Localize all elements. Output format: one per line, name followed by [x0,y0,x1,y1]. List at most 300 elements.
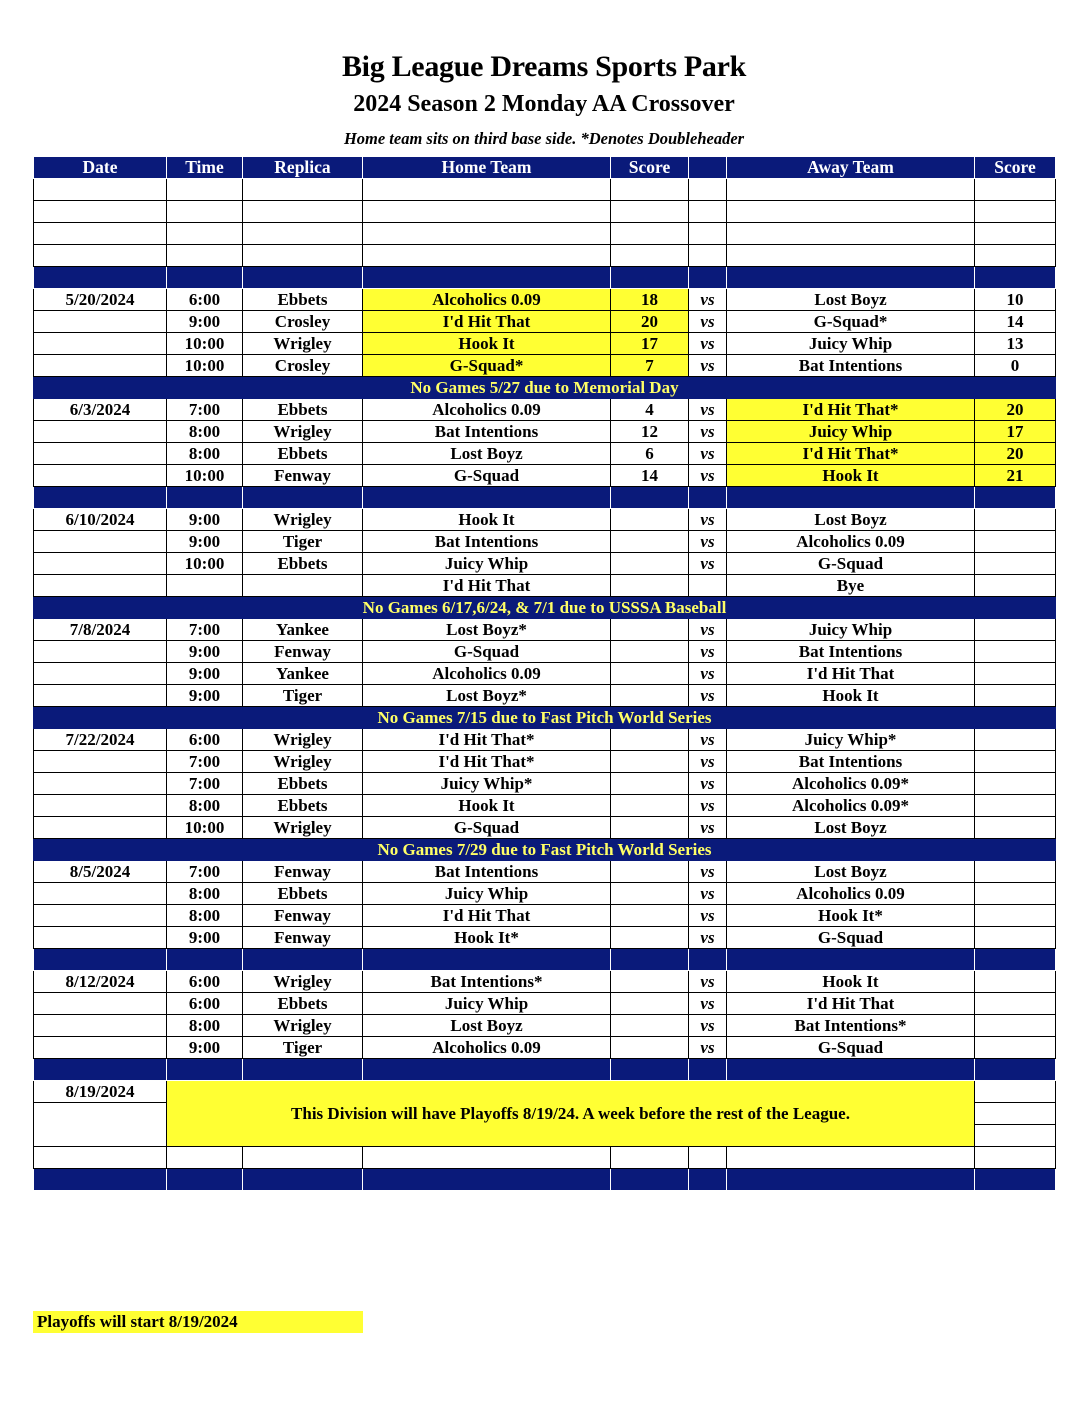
home-team: Lost Boyz [363,443,611,465]
game-date: 6/10/2024 [34,509,167,531]
cell-away-score [975,267,1056,289]
cell-replica [243,179,363,201]
away-score [975,619,1056,641]
game-date [34,1037,167,1059]
game-row [34,817,1056,839]
home-team: G-Squad [363,817,611,839]
away-score: 21 [975,465,1056,487]
game-row [34,861,1056,883]
cell-date [34,1059,167,1081]
game-row [34,641,1056,663]
header-vs [689,157,727,179]
cell-time [167,1169,243,1191]
home-score [611,641,689,663]
home-team: I'd Hit That* [363,751,611,773]
vs-label: vs [689,993,727,1015]
game-replica: Fenway [243,927,363,949]
away-score [975,509,1056,531]
cell-home-score [611,179,689,201]
cell-away-score [975,1169,1056,1191]
home-score: 12 [611,421,689,443]
cell-date [34,223,167,245]
vs-label: vs [689,861,727,883]
cell-vs [689,267,727,289]
game-row [34,685,1056,707]
away-team: Juicy Whip [727,619,975,641]
cell-away-team [727,245,975,267]
cell-date [34,1147,167,1169]
game-replica: Wrigley [243,751,363,773]
no-games-banner-row [34,707,1056,729]
empty-row [34,245,1056,267]
game-date: 7/8/2024 [34,619,167,641]
game-row [34,421,1056,443]
vs-label: vs [689,311,727,333]
home-score [611,905,689,927]
away-score [975,1015,1056,1037]
game-date [34,553,167,575]
game-row [34,729,1056,751]
game-row [34,883,1056,905]
away-score [975,861,1056,883]
game-time: 6:00 [167,289,243,311]
header-time: Time [167,157,243,179]
cell-time [167,223,243,245]
cell-time [167,245,243,267]
home-team: I'd Hit That [363,311,611,333]
vs-label: vs [689,641,727,663]
game-time: 9:00 [167,641,243,663]
vs-label: vs [689,729,727,751]
cell-home-score [611,201,689,223]
home-team: Juicy Whip [363,883,611,905]
away-score: 14 [975,311,1056,333]
game-replica: Tiger [243,685,363,707]
game-date: 6/3/2024 [34,399,167,421]
away-score [975,795,1056,817]
no-games-banner: No Games 6/17,6/24, & 7/1 due to USSSA Baseball [34,597,1056,619]
cell-home-score [611,245,689,267]
cell-time [167,201,243,223]
cell-away-score [975,201,1056,223]
cell-home-team [363,1147,611,1169]
home-team: Bat Intentions* [363,971,611,993]
cell-replica [243,223,363,245]
game-time: 8:00 [167,795,243,817]
home-team: Hook It* [363,927,611,949]
playoffs-date: 8/19/2024 [34,1081,167,1103]
vs-label: vs [689,619,727,641]
home-team: Juicy Whip [363,993,611,1015]
home-team: G-Squad* [363,355,611,377]
home-score [611,575,689,597]
cell-home-team [363,1059,611,1081]
vs-label: vs [689,399,727,421]
away-team: G-Squad [727,927,975,949]
away-team: Hook It [727,971,975,993]
game-row [34,663,1056,685]
no-games-banner-row [34,597,1056,619]
away-score [975,993,1056,1015]
cell-vs [689,179,727,201]
away-team: Lost Boyz [727,509,975,531]
vs-label: vs [689,883,727,905]
home-score [611,971,689,993]
game-replica: Wrigley [243,729,363,751]
away-score [975,751,1056,773]
cell-time [167,1059,243,1081]
game-date [34,773,167,795]
home-team: Lost Boyz* [363,685,611,707]
no-games-banner-row [34,839,1056,861]
cell-away-score [975,245,1056,267]
away-score [975,531,1056,553]
game-row [34,1015,1056,1037]
game-replica: Wrigley [243,971,363,993]
playoffs-row [34,1081,1056,1103]
away-score: 20 [975,399,1056,421]
cell-home-score [611,1059,689,1081]
game-row [34,905,1056,927]
away-team: Hook It [727,685,975,707]
home-team: Alcoholics 0.09 [363,289,611,311]
home-team: Bat Intentions [363,531,611,553]
cell-away-score [975,949,1056,971]
cell-replica [243,267,363,289]
away-team: Juicy Whip* [727,729,975,751]
game-date [34,685,167,707]
vs-label: vs [689,553,727,575]
home-score: 17 [611,333,689,355]
game-time: 10:00 [167,553,243,575]
home-score [611,729,689,751]
home-team: I'd Hit That* [363,729,611,751]
game-row [34,355,1056,377]
header-row [34,157,1056,179]
game-date [34,443,167,465]
cell-home-team [363,949,611,971]
away-team: G-Squad [727,553,975,575]
game-replica: Ebbets [243,399,363,421]
home-score: 4 [611,399,689,421]
away-score: 0 [975,355,1056,377]
game-time: 8:00 [167,443,243,465]
playoffs-footer-note: Playoffs will start 8/19/2024 [33,1311,363,1333]
separator-row [34,487,1056,509]
home-team: Lost Boyz* [363,619,611,641]
separator-row [34,949,1056,971]
away-team: Hook It* [727,905,975,927]
cell-home-score [611,223,689,245]
home-team: Alcoholics 0.09 [363,399,611,421]
game-row [34,993,1056,1015]
game-replica: Yankee [243,663,363,685]
cell-replica [243,1059,363,1081]
cell-home-score [611,267,689,289]
game-replica: Tiger [243,1037,363,1059]
game-row [34,795,1056,817]
away-score [975,729,1056,751]
game-replica: Wrigley [243,817,363,839]
cell-away-score [975,1059,1056,1081]
header-home-score: Score [611,157,689,179]
playoffs-away-score [975,1081,1056,1103]
cell-away-team [727,1147,975,1169]
schedule-body [34,179,1056,1191]
cell-replica [243,201,363,223]
game-time: 9:00 [167,509,243,531]
home-score [611,663,689,685]
no-games-banner-row [34,377,1056,399]
cell-date [34,487,167,509]
playoffs-date [34,1103,167,1125]
game-time: 7:00 [167,619,243,641]
cell-replica [243,245,363,267]
away-team: Bat Intentions* [727,1015,975,1037]
separator-row [34,1059,1056,1081]
cell-vs [689,1059,727,1081]
cell-away-score [975,223,1056,245]
game-row [34,531,1056,553]
away-score: 17 [975,421,1056,443]
game-row [34,773,1056,795]
cell-away-team [727,201,975,223]
home-team: Bat Intentions [363,421,611,443]
game-date: 8/5/2024 [34,861,167,883]
game-date [34,465,167,487]
game-row [34,619,1056,641]
vs-label: vs [689,465,727,487]
vs-label: vs [689,773,727,795]
home-score: 14 [611,465,689,487]
away-score [975,663,1056,685]
vs-label: vs [689,905,727,927]
away-team: Bye [727,575,975,597]
game-date [34,663,167,685]
home-team: Hook It [363,795,611,817]
game-date: 8/12/2024 [34,971,167,993]
vs-label: vs [689,817,727,839]
game-replica: Ebbets [243,773,363,795]
game-time: 9:00 [167,1037,243,1059]
home-score [611,773,689,795]
page-title: Big League Dreams Sports Park [341,50,747,83]
game-row [34,289,1056,311]
cell-replica [243,949,363,971]
away-score: 10 [975,289,1056,311]
away-score [975,641,1056,663]
cell-date [34,179,167,201]
vs-label: vs [689,509,727,531]
game-row [34,509,1056,531]
game-date [34,641,167,663]
home-score [611,685,689,707]
home-score [611,509,689,531]
header-date: Date [34,157,167,179]
game-date [34,795,167,817]
game-time: 7:00 [167,861,243,883]
game-time: 6:00 [167,971,243,993]
cell-home-score [611,1169,689,1191]
game-row [34,927,1056,949]
away-team: Lost Boyz [727,289,975,311]
home-score: 6 [611,443,689,465]
cell-away-team [727,487,975,509]
vs-label: vs [689,333,727,355]
cell-home-team [363,487,611,509]
schedule-table [33,156,1056,1191]
away-score [975,971,1056,993]
away-score [975,553,1056,575]
cell-vs [689,949,727,971]
game-replica: Ebbets [243,795,363,817]
cell-time [167,949,243,971]
empty-row [34,223,1056,245]
home-score: 18 [611,289,689,311]
game-date [34,355,167,377]
game-time: 10:00 [167,355,243,377]
away-team: Bat Intentions [727,641,975,663]
game-row [34,399,1056,421]
cell-vs [689,245,727,267]
header-replica: Replica [243,157,363,179]
game-replica: Ebbets [243,289,363,311]
home-team: Hook It [363,333,611,355]
cell-vs [689,201,727,223]
page-subtitle: 2024 Season 2 Monday AA Crossover [353,91,735,117]
vs-label: vs [689,663,727,685]
game-time: 9:00 [167,311,243,333]
home-team: I'd Hit That [363,575,611,597]
away-score [975,685,1056,707]
home-team: Juicy Whip* [363,773,611,795]
header-home-team: Home Team [363,157,611,179]
game-time [167,575,243,597]
away-score [975,927,1056,949]
away-team: Hook It [727,465,975,487]
cell-replica [243,1169,363,1191]
cell-away-team [727,1059,975,1081]
game-replica: Fenway [243,641,363,663]
cell-away-score [975,487,1056,509]
away-score [975,817,1056,839]
game-replica: Wrigley [243,421,363,443]
cell-vs [689,223,727,245]
cell-vs [689,1147,727,1169]
game-time: 10:00 [167,817,243,839]
no-games-banner: No Games 5/27 due to Memorial Day [34,377,1056,399]
cell-away-score [975,1147,1056,1169]
game-replica: Ebbets [243,443,363,465]
cell-date [34,245,167,267]
game-replica: Wrigley [243,509,363,531]
game-row [34,443,1056,465]
home-team: G-Squad [363,641,611,663]
cell-home-score [611,949,689,971]
cell-replica [243,487,363,509]
game-date [34,1015,167,1037]
empty-row [34,179,1056,201]
game-replica: Fenway [243,861,363,883]
cell-home-score [611,487,689,509]
game-row [34,465,1056,487]
game-date [34,311,167,333]
vs-label: vs [689,1015,727,1037]
playoffs-away-score [975,1103,1056,1125]
game-row [34,311,1056,333]
away-score [975,1037,1056,1059]
game-time: 6:00 [167,993,243,1015]
home-score [611,795,689,817]
vs-label: vs [689,289,727,311]
game-date [34,531,167,553]
home-score [611,1015,689,1037]
away-score [975,575,1056,597]
cell-home-team [363,245,611,267]
home-score [611,1037,689,1059]
cell-home-team [363,267,611,289]
away-team: Juicy Whip [727,421,975,443]
away-team: Lost Boyz [727,817,975,839]
cell-away-team [727,1169,975,1191]
game-time: 8:00 [167,883,243,905]
game-row [34,575,1056,597]
cell-date [34,1169,167,1191]
cell-home-team [363,1169,611,1191]
vs-label: vs [689,971,727,993]
home-score [611,619,689,641]
game-date [34,751,167,773]
away-team: Alcoholics 0.09* [727,795,975,817]
away-team: Alcoholics 0.09 [727,883,975,905]
header-away-team: Away Team [727,157,975,179]
cell-date [34,949,167,971]
away-score: 13 [975,333,1056,355]
vs-label: vs [689,443,727,465]
game-date: 5/20/2024 [34,289,167,311]
home-team: Hook It [363,509,611,531]
vs-label: vs [689,795,727,817]
game-date [34,575,167,597]
game-time: 9:00 [167,685,243,707]
no-games-banner: No Games 7/15 due to Fast Pitch World Series [34,707,1056,729]
cell-time [167,179,243,201]
game-replica: Yankee [243,619,363,641]
game-date [34,883,167,905]
cell-vs [689,487,727,509]
cell-home-team [363,179,611,201]
cell-home-team [363,223,611,245]
game-replica: Tiger [243,531,363,553]
game-replica: Fenway [243,465,363,487]
away-team: I'd Hit That* [727,443,975,465]
home-score [611,553,689,575]
game-replica: Fenway [243,905,363,927]
home-team: I'd Hit That [363,905,611,927]
playoffs-message: This Division will have Playoffs 8/19/24. A week before the rest of the League. [167,1081,975,1147]
game-replica [243,575,363,597]
away-team: Alcoholics 0.09* [727,773,975,795]
cell-away-team [727,179,975,201]
home-score: 7 [611,355,689,377]
cell-away-team [727,223,975,245]
cell-away-score [975,179,1056,201]
game-time: 8:00 [167,421,243,443]
cell-vs [689,1169,727,1191]
home-score [611,883,689,905]
game-row [34,333,1056,355]
cell-time [167,1147,243,1169]
